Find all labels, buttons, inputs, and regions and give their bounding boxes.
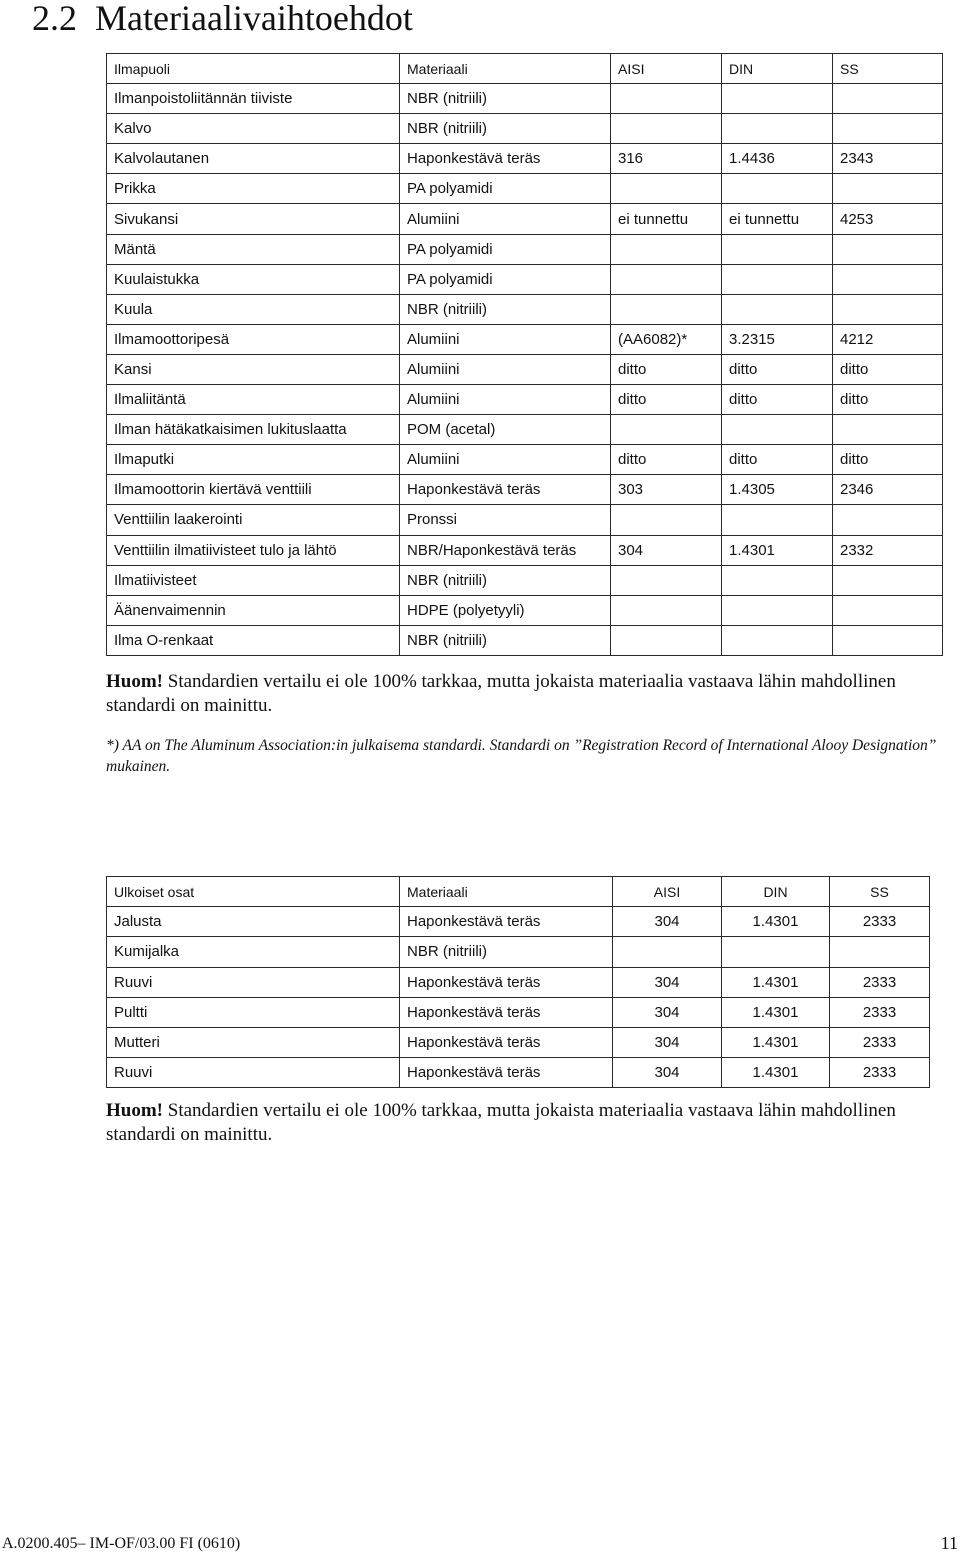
cell-aisi: 304 (613, 1027, 722, 1057)
cell-din: ditto (722, 354, 833, 384)
header-cell-aisi: AISI (613, 877, 722, 907)
cell-aisi (611, 505, 722, 535)
cell-part: Ilmatiivisteet (107, 565, 400, 595)
cell-part: Mäntä (107, 234, 400, 264)
cell-ss (833, 264, 943, 294)
cell-material: Haponkestävä teräs (400, 907, 613, 937)
cell-aisi: 304 (613, 1058, 722, 1088)
cell-part: Ilmaputki (107, 445, 400, 475)
cell-part: Ruuvi (107, 967, 400, 997)
cell-part: Kuulaistukka (107, 264, 400, 294)
external-parts-materials-table (106, 876, 930, 1088)
cell-material: Alumiini (400, 385, 611, 415)
header-cell-ss: SS (833, 54, 943, 84)
cell-material: NBR/Haponkestävä teräs (400, 535, 611, 565)
cell-material: Haponkestävä teräs (400, 997, 613, 1027)
cell-ss: 2333 (830, 907, 930, 937)
document-code: A.0200.405– IM-OF/03.00 FI (0610) (2, 1535, 241, 1552)
table-row (107, 204, 943, 234)
cell-aisi (611, 174, 722, 204)
cell-din (722, 84, 833, 114)
cell-part: Pultti (107, 997, 400, 1027)
section-number: 2.2 (32, 0, 77, 38)
cell-ss (833, 114, 943, 144)
table-row (107, 445, 943, 475)
cell-aisi: 304 (613, 967, 722, 997)
cell-part: Kalvolautanen (107, 144, 400, 174)
cell-part: Jalusta (107, 907, 400, 937)
cell-ss (830, 937, 930, 967)
cell-material: NBR (nitriili) (400, 84, 611, 114)
cell-material: Haponkestävä teräs (400, 1027, 613, 1057)
header-cell-din: DIN (722, 877, 830, 907)
table-row (107, 997, 930, 1027)
cell-part: Sivukansi (107, 204, 400, 234)
cell-ss: 2333 (830, 1058, 930, 1088)
note-standards-comparison (106, 670, 936, 718)
header-cell-material: Materiaali (400, 877, 613, 907)
cell-aisi (613, 937, 722, 967)
cell-material: PA polyamidi (400, 264, 611, 294)
table-row (107, 625, 943, 655)
cell-ss (833, 625, 943, 655)
cell-ss: 2333 (830, 1027, 930, 1057)
table-row (107, 264, 943, 294)
cell-aisi: 316 (611, 144, 722, 174)
cell-part: Kuula (107, 294, 400, 324)
table-row (107, 415, 943, 445)
cell-din (722, 415, 833, 445)
table-row (107, 967, 930, 997)
cell-ss (833, 234, 943, 264)
cell-din: 1.4301 (722, 997, 830, 1027)
cell-part: Ilma O-renkaat (107, 625, 400, 655)
cell-material: Alumiini (400, 324, 611, 354)
cell-aisi: ditto (611, 385, 722, 415)
cell-ss: 4253 (833, 204, 943, 234)
cell-ss (833, 565, 943, 595)
cell-ss: 4212 (833, 324, 943, 354)
cell-material: NBR (nitriili) (400, 625, 611, 655)
cell-din: ditto (722, 385, 833, 415)
section-heading (32, 0, 413, 40)
table-row (107, 354, 943, 384)
cell-aisi: ei tunnettu (611, 204, 722, 234)
cell-material: Haponkestävä teräs (400, 144, 611, 174)
header-cell-ss: SS (830, 877, 930, 907)
cell-material: NBR (nitriili) (400, 294, 611, 324)
cell-part: Ruuvi (107, 1058, 400, 1088)
cell-din (722, 937, 830, 967)
cell-material: NBR (nitriili) (400, 565, 611, 595)
cell-din (722, 505, 833, 535)
cell-material: Haponkestävä teräs (400, 967, 613, 997)
header-cell-material: Materiaali (400, 54, 611, 84)
cell-part: Prikka (107, 174, 400, 204)
page-number: 11 (940, 1533, 958, 1553)
cell-ss: 2333 (830, 997, 930, 1027)
table-row (107, 294, 943, 324)
cell-din (722, 294, 833, 324)
table-row (107, 505, 943, 535)
table-row (107, 595, 943, 625)
cell-aisi (611, 264, 722, 294)
cell-din (722, 114, 833, 144)
cell-material: NBR (nitriili) (400, 114, 611, 144)
cell-aisi: (AA6082)* (611, 324, 722, 354)
cell-din: 1.4301 (722, 907, 830, 937)
cell-material: Haponkestävä teräs (400, 1058, 613, 1088)
cell-material: Alumiini (400, 354, 611, 384)
cell-din: 1.4301 (722, 967, 830, 997)
cell-material: Alumiini (400, 445, 611, 475)
cell-din: 3.2315 (722, 324, 833, 354)
table-row (107, 565, 943, 595)
table-row (107, 144, 943, 174)
table-header-row (107, 54, 943, 84)
cell-din (722, 174, 833, 204)
cell-din: 1.4301 (722, 535, 833, 565)
cell-din: 1.4301 (722, 1058, 830, 1088)
cell-part: Ilmamoottorin kiertävä venttiili (107, 475, 400, 505)
cell-material: PA polyamidi (400, 174, 611, 204)
table-row (107, 937, 930, 967)
cell-part: Venttiilin laakerointi (107, 505, 400, 535)
cell-aisi: ditto (611, 445, 722, 475)
cell-material: PA polyamidi (400, 234, 611, 264)
cell-material: HDPE (polyetyyli) (400, 595, 611, 625)
header-cell-part: Ulkoiset osat (107, 877, 400, 907)
table-row (107, 114, 943, 144)
table-row (107, 234, 943, 264)
cell-material: Alumiini (400, 204, 611, 234)
note-prefix: Huom! (106, 671, 163, 692)
cell-aisi: 303 (611, 475, 722, 505)
cell-aisi (611, 294, 722, 324)
cell-material: POM (acetal) (400, 415, 611, 445)
cell-ss (833, 174, 943, 204)
table-row (107, 324, 943, 354)
cell-part: Venttiilin ilmatiivisteet tulo ja lähtö (107, 535, 400, 565)
cell-din: ei tunnettu (722, 204, 833, 234)
header-cell-part: Ilmapuoli (107, 54, 400, 84)
table-row (107, 174, 943, 204)
cell-din (722, 264, 833, 294)
cell-ss (833, 415, 943, 445)
table-row (107, 907, 930, 937)
cell-part: Ilman hätäkatkaisimen lukituslaatta (107, 415, 400, 445)
cell-ss (833, 595, 943, 625)
cell-din: 1.4301 (722, 1027, 830, 1057)
cell-material: Pronssi (400, 505, 611, 535)
air-side-materials-table (106, 53, 943, 656)
cell-din (722, 234, 833, 264)
cell-ss (833, 84, 943, 114)
cell-ss: ditto (833, 445, 943, 475)
cell-part: Äänenvaimennin (107, 595, 400, 625)
note-text: Standardien vertailu ei ole 100% tarkkaa, mutta jokaista materiaalia vastaava lähin mahdollinen standardi on mainittu. (106, 671, 896, 716)
cell-ss: 2346 (833, 475, 943, 505)
table-row (107, 1058, 930, 1088)
cell-aisi: ditto (611, 354, 722, 384)
cell-aisi: 304 (613, 907, 722, 937)
cell-part: Kansi (107, 354, 400, 384)
cell-aisi (611, 565, 722, 595)
cell-aisi (611, 114, 722, 144)
cell-din: ditto (722, 445, 833, 475)
note-text: Standardien vertailu ei ole 100% tarkkaa, mutta jokaista materiaalia vastaava lähin mahdollinen standardi on mainittu. (106, 1100, 896, 1145)
cell-part: Kalvo (107, 114, 400, 144)
cell-din (722, 595, 833, 625)
cell-ss: 2343 (833, 144, 943, 174)
cell-ss: ditto (833, 385, 943, 415)
table-row (107, 475, 943, 505)
cell-aisi (611, 84, 722, 114)
table-row (107, 385, 943, 415)
note-prefix: Huom! (106, 1100, 163, 1121)
cell-part: Ilmamoottoripesä (107, 324, 400, 354)
cell-aisi (611, 595, 722, 625)
cell-aisi (611, 234, 722, 264)
cell-part: Ilmaliitäntä (107, 385, 400, 415)
header-cell-aisi: AISI (611, 54, 722, 84)
cell-part: Ilmanpoistoliitännän tiiviste (107, 84, 400, 114)
table-header-row (107, 877, 930, 907)
cell-aisi: 304 (611, 535, 722, 565)
footnote-aluminum-association: *) AA on The Aluminum Association:in julkaisema standardi. Standardi on ”Registration Record of International Alooy Designation” mukainen. (106, 737, 937, 775)
cell-din: 1.4436 (722, 144, 833, 174)
cell-din (722, 625, 833, 655)
cell-ss (833, 505, 943, 535)
table-row (107, 535, 943, 565)
cell-din (722, 565, 833, 595)
note-standards-comparison-2 (106, 1099, 936, 1147)
cell-aisi: 304 (613, 997, 722, 1027)
header-cell-din: DIN (722, 54, 833, 84)
cell-part: Kumijalka (107, 937, 400, 967)
section-title: Materiaalivaihtoehdot (95, 0, 413, 38)
cell-part: Mutteri (107, 1027, 400, 1057)
cell-ss (833, 294, 943, 324)
cell-material: Haponkestävä teräs (400, 475, 611, 505)
table-row (107, 84, 943, 114)
cell-aisi (611, 415, 722, 445)
cell-aisi (611, 625, 722, 655)
cell-din: 1.4305 (722, 475, 833, 505)
cell-material: NBR (nitriili) (400, 937, 613, 967)
cell-ss: ditto (833, 354, 943, 384)
cell-ss: 2333 (830, 967, 930, 997)
cell-ss: 2332 (833, 535, 943, 565)
table-row (107, 1027, 930, 1057)
